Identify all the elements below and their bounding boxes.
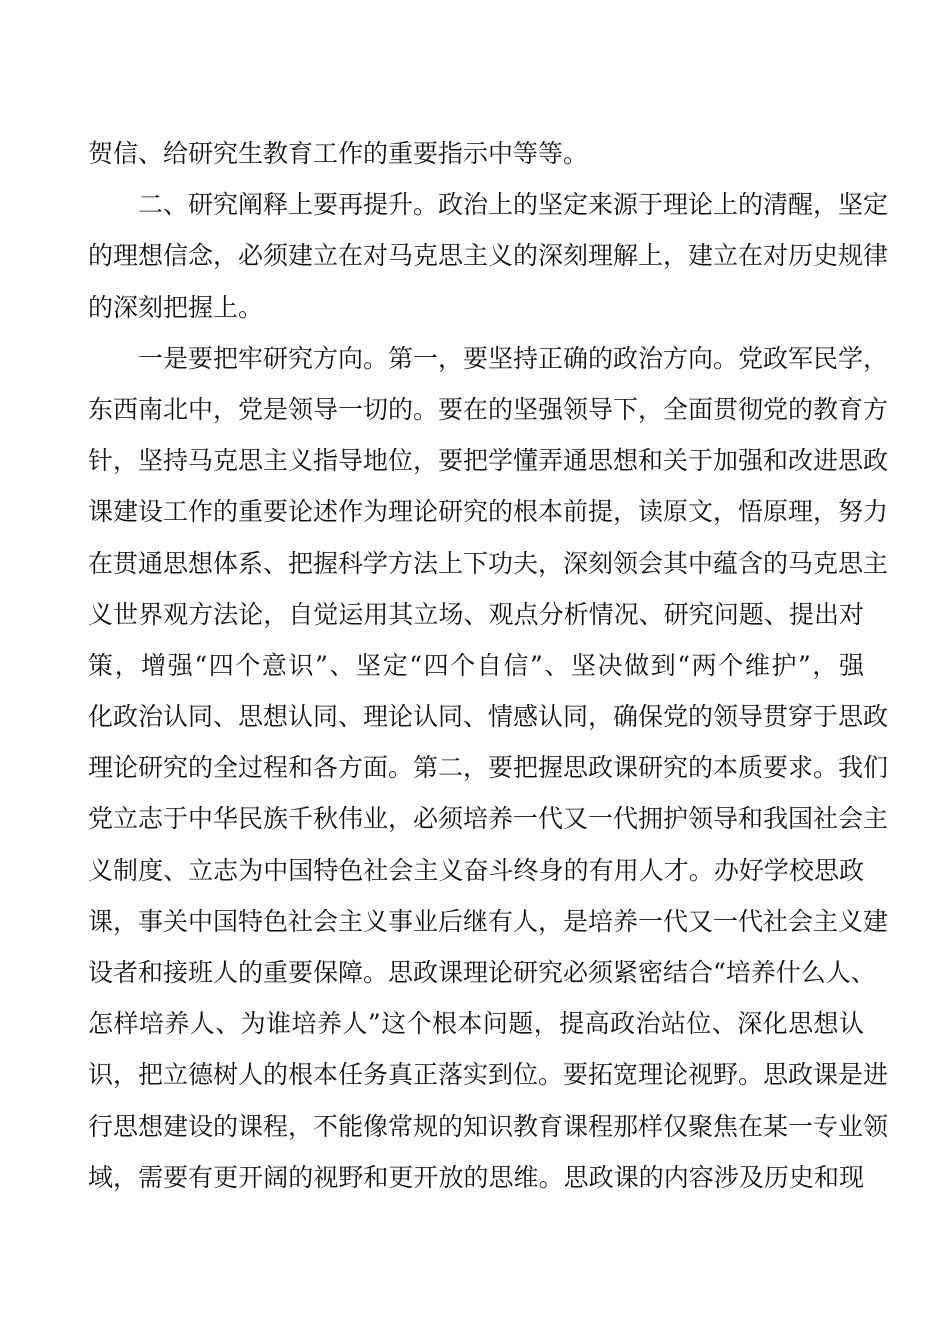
text-line: 课，事关中国特色社会主义事业后继有人，是培养一代又一代社会主义建	[88, 906, 889, 936]
text-line: 贺信、给研究生教育工作的重要指示中等等。	[88, 139, 589, 168]
text-line: 行思想建设的课程，不能像常规的知识教育课程那样仅聚焦在某一专业领	[88, 1111, 889, 1141]
text-line: 党立志于中华民族千秋伟业，必须培养一代又一代拥护领导和我国社会主	[88, 804, 889, 834]
text-line: 策，增强“四个意识”、坚定“四个自信”、坚决做到“两个维护”，强	[88, 650, 864, 680]
body-text	[88, 128, 889, 1203]
text-line: 针，坚持马克思主义指导地位，要把学懂弄通思想和关于加强和改进思政	[88, 446, 889, 476]
text-line: 识，把立德树人的根本任务真正落实到位。要拓宽理论视野。思政课是进	[88, 1060, 889, 1090]
text-line: 二、研究阐释上要再提升。政治上的坚定来源于理论上的清醒，坚定	[88, 190, 889, 220]
text-line: 设者和接班人的重要保障。思政课理论研究必须紧密结合“培养什么人、	[88, 958, 876, 987]
text-line: 义制度、立志为中国特色社会主义奋斗终身的有用人才。办好学校思政	[88, 855, 864, 885]
text-line: 义世界观方法论，自觉运用其立场、观点分析情况、研究问题、提出对	[88, 599, 864, 629]
text-line: 课建设工作的重要论述作为理论研究的根本前提，读原文，悟原理，努力	[88, 497, 889, 527]
text-line: 东西南北中，党是领导一切的。要在的坚强领导下，全面贯彻党的教育方	[88, 394, 889, 424]
text-line: 怎样培养人、为谁培养人”这个根本问题，提高政治站位、深化思想认	[88, 1009, 864, 1039]
text-line: 理论研究的全过程和各方面。第二，要把握思政课研究的本质要求。我们	[88, 753, 889, 783]
text-line: 化政治认同、思想认同、理论认同、情感认同，确保党的领导贯穿于思政	[88, 702, 889, 732]
text-line: 的理想信念，必须建立在对马克思主义的深刻理解上，建立在对历史规律	[88, 241, 889, 271]
text-line: 的深刻把握上。	[88, 292, 264, 322]
text-line: 一是要把牢研究方向。第一，要坚持正确的政治方向。党政军民学，	[88, 343, 889, 373]
text-line: 域，需要有更开阔的视野和更开放的思维。思政课的内容涉及历史和现	[88, 1162, 864, 1192]
text-line: 在贯通思想体系、把握科学方法上下功夫，深刻领会其中蕴含的马克思主	[88, 548, 889, 578]
